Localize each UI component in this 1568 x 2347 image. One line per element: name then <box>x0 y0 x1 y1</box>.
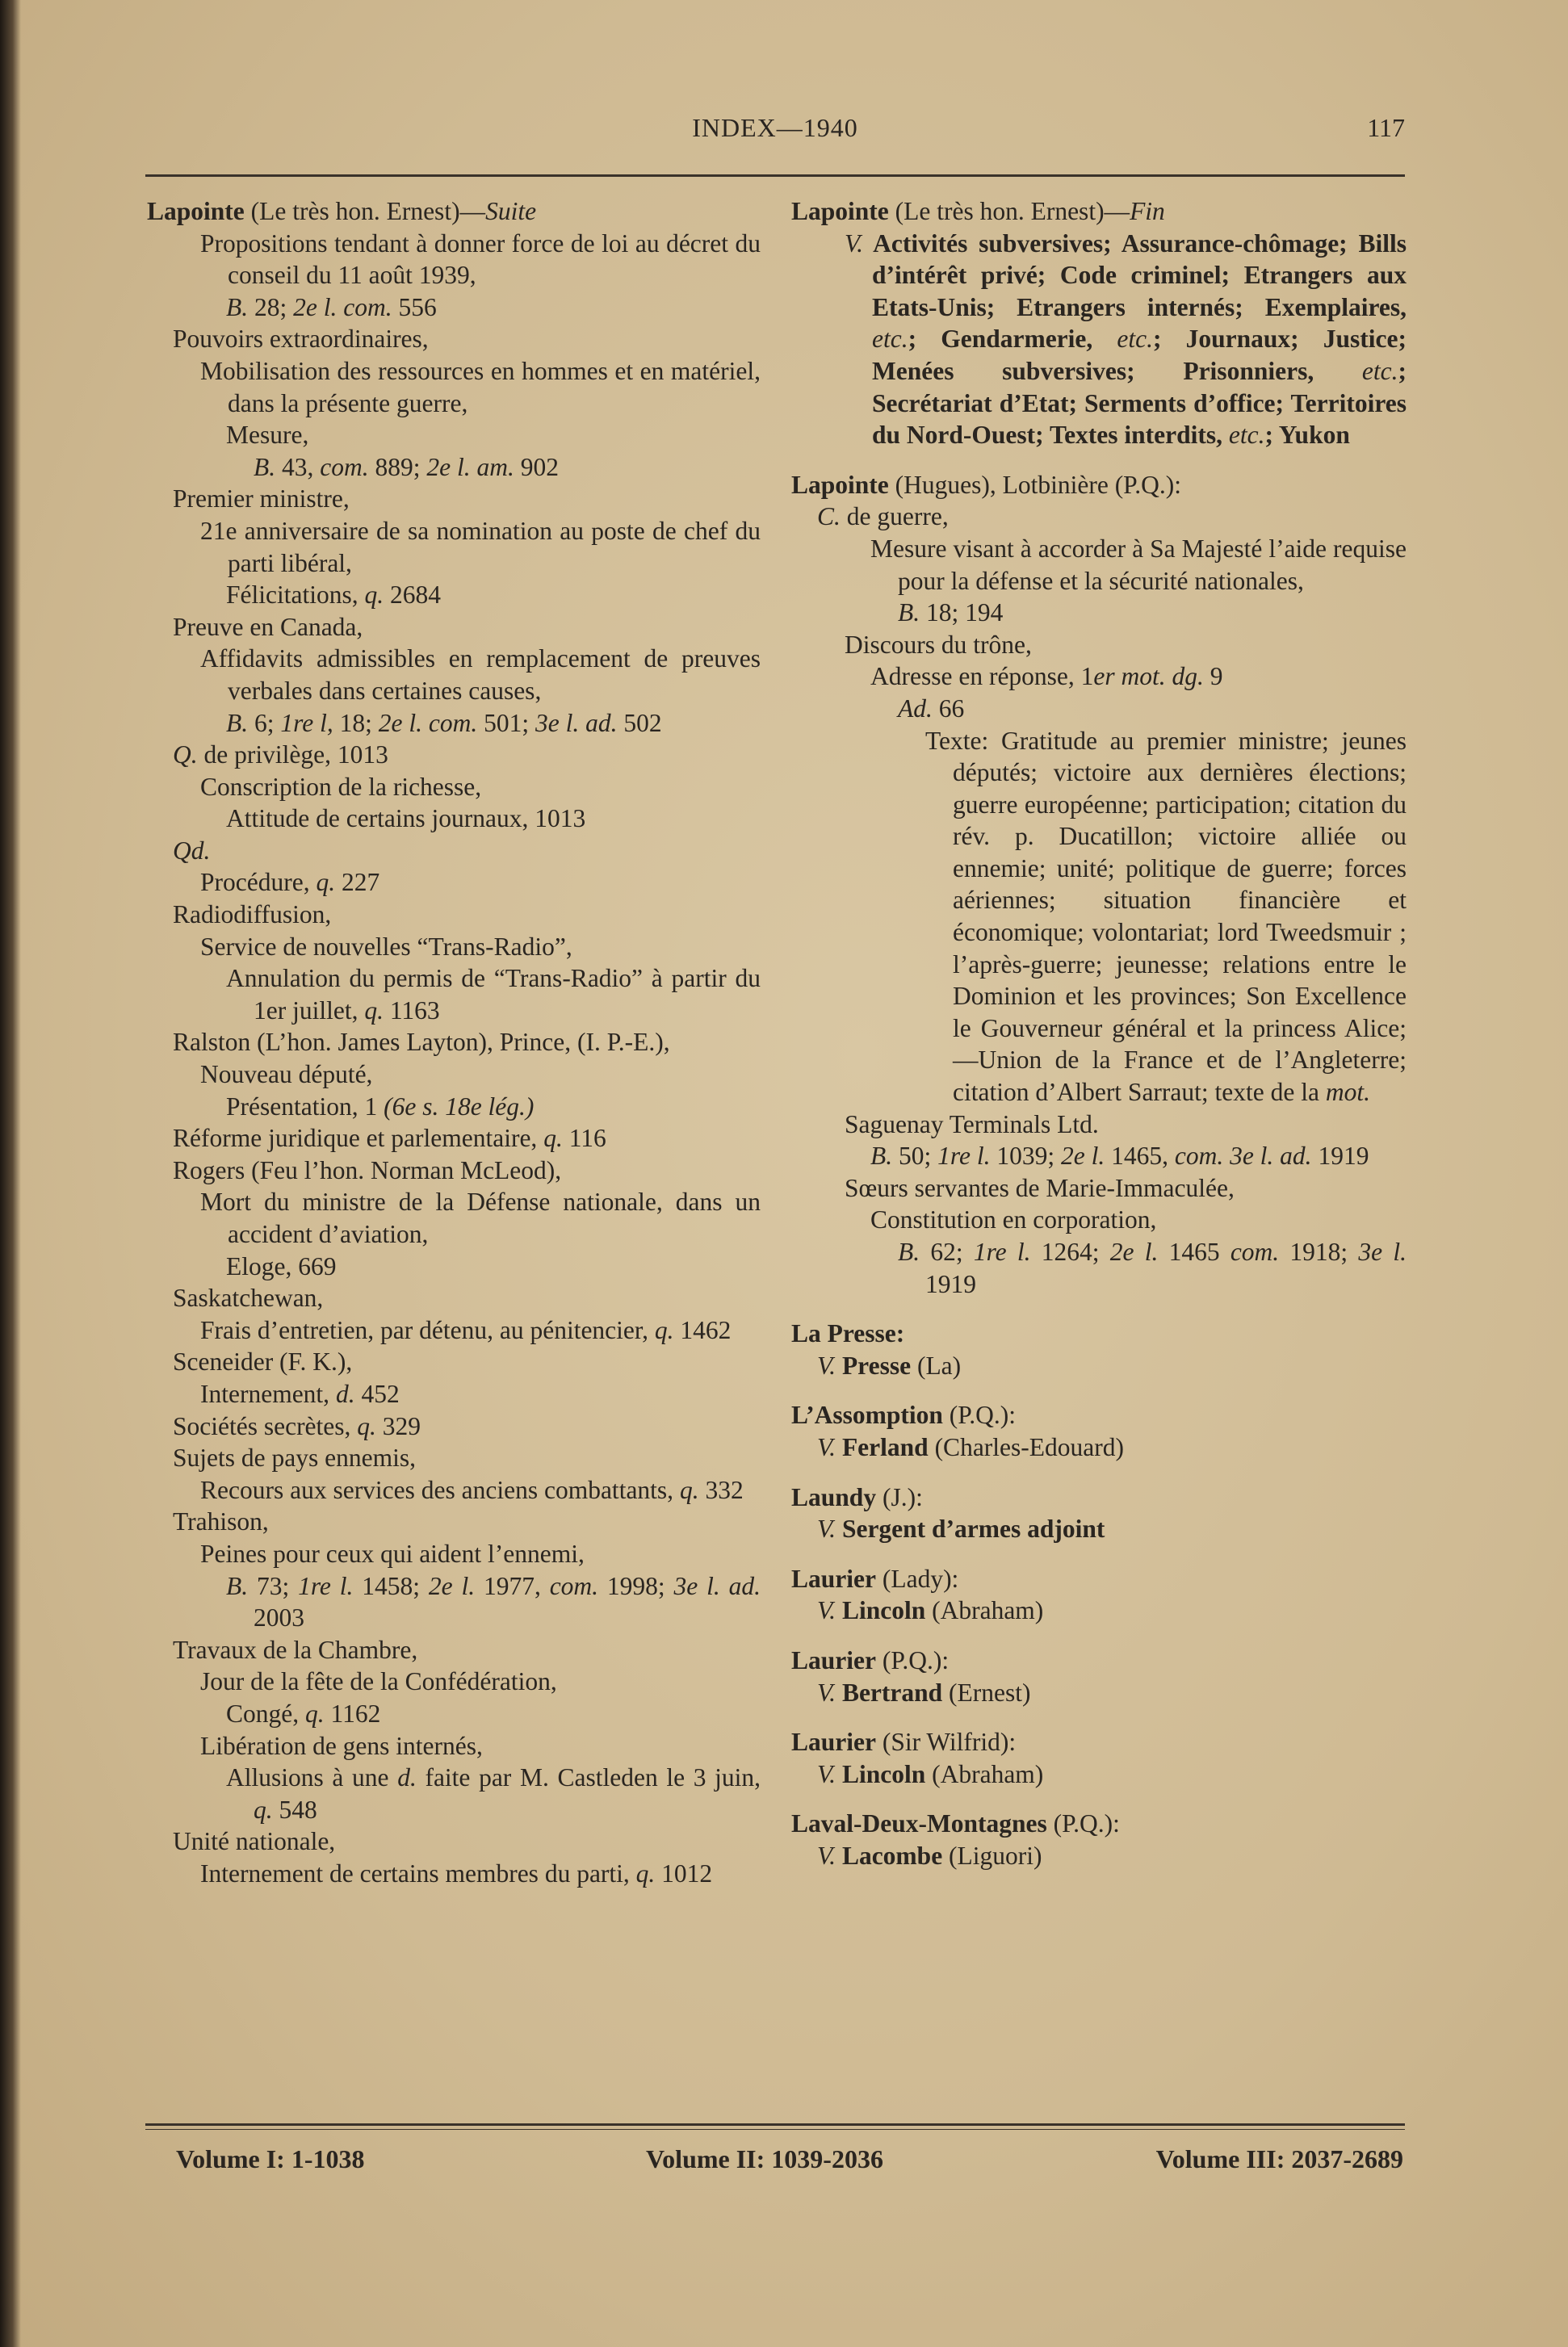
index-entry: Saguenay Terminals Ltd. <box>845 1109 1099 1138</box>
index-entry: 21e anniversaire de sa nomination au poste de chef du parti libéral, <box>200 516 761 577</box>
index-reference: B. 43, com. 889; 2e l. am. 902 <box>254 452 559 481</box>
index-entry: Affidavits admissibles en remplacement de preuves verbales dans certaines causes, <box>200 644 761 705</box>
volume-3-range: Volume III: 2037-2689 <box>1155 2144 1403 2173</box>
header-rule <box>145 174 1405 177</box>
cross-reference: V. Sergent d’armes adjoint <box>817 1515 1105 1544</box>
index-entry: Service de nouvelles “Trans-Radio”, <box>200 932 572 961</box>
index-entry: Q. de privilège, 1013 <box>173 740 388 769</box>
index-entry: Jour de la fête de la Confédération, <box>200 1667 557 1696</box>
index-entry-heading: Laundy (J.): <box>791 1482 923 1511</box>
index-entry: Recours aux services des anciens combattants, q. 332 <box>200 1475 744 1504</box>
index-column-right <box>791 195 1407 1872</box>
index-entry: Conscription de la richesse, <box>200 772 482 801</box>
index-entry: Trahison, <box>173 1507 269 1536</box>
index-entry: C. de guerre, <box>817 502 949 531</box>
index-reference: B. 73; 1re l. 1458; 2e l. 1977, com. 1998; 3e l. ad. 2003 <box>226 1571 761 1632</box>
book-spine-shadow <box>0 0 21 2347</box>
index-entry-heading: L’Assomption (P.Q.): <box>791 1401 1017 1430</box>
index-entry: Mort du ministre de la Défense nationale, dans un accident d’aviation, <box>200 1188 761 1248</box>
index-reference: B. 28; 2e l. com. 556 <box>226 292 437 321</box>
index-entry: Annulation du permis de “Trans-Radio” à partir du 1er juillet, q. 1163 <box>226 964 761 1025</box>
index-entry: Frais d’entretien, par détenu, au pénitencier, q. 1462 <box>200 1315 732 1344</box>
index-entry: Rogers (Feu l’hon. Norman McLeod), <box>173 1155 562 1184</box>
index-entry: Mobilisation des ressources en hommes et en matériel, dans la présente guerre, <box>200 356 761 417</box>
index-entry: Constitution en corporation, <box>870 1205 1157 1234</box>
index-entry: Premier ministre, <box>173 484 350 513</box>
index-entry: Saskatchewan, <box>173 1284 324 1313</box>
index-entry: Unité nationale, <box>173 1827 336 1856</box>
cross-reference: V. Ferland (Charles-Edouard) <box>817 1432 1124 1461</box>
index-entry-heading: Laurier (Sir Wilfrid): <box>791 1728 1017 1757</box>
index-entry-heading: Laurier (P.Q.): <box>791 1645 950 1674</box>
index-entry-heading: Lapointe (Le très hon. Ernest)—Suite <box>147 197 537 225</box>
index-entry: Attitude de certains journaux, 1013 <box>226 804 586 833</box>
page-number: 117 <box>1367 113 1405 142</box>
footer-rule <box>145 2123 1405 2126</box>
index-reference: B. 50; 1re l. 1039; 2e l. 1465, com. 3e l. ad. 1919 <box>870 1142 1369 1171</box>
cross-reference: V. Lacombe (Liguori) <box>817 1841 1042 1870</box>
footer-rule-thin <box>145 2129 1405 2130</box>
index-entry: Réforme juridique et parlementaire, q. 116 <box>173 1124 606 1153</box>
index-entry: Sceneider (F. K.), <box>173 1347 353 1377</box>
index-entry: Procédure, q. 227 <box>200 868 380 897</box>
running-header <box>145 113 1405 158</box>
index-entry: Libération de gens internés, <box>200 1731 483 1760</box>
index-entry: Discours du trône, <box>845 630 1032 659</box>
index-column-left <box>147 195 761 1889</box>
volume-2-range: Volume II: 1039-2036 <box>646 2144 883 2173</box>
index-entry: Eloge, 669 <box>226 1251 337 1280</box>
index-entry: Allusions à une d. faite par M. Castleden le 3 juin, q. 548 <box>226 1763 761 1824</box>
volume-1-range: Volume I: 1-1038 <box>176 2144 365 2173</box>
index-entry: Internement, d. 452 <box>200 1379 400 1408</box>
index-entry: Mesure visant à accorder à Sa Majesté l’aide requise pour la défense et la sécurité nationales, <box>870 534 1407 595</box>
index-entry: Texte: Gratitude au premier ministre; jeunes députés; victoire aux dernières élections; guerre européenne; participation; citation du rév. p. Ducatillon; victoire alliée ou ennemie; unité; politique de guerre; forces aériennes; situation financière et économique; volontariat; lord Tweedsmuir ; l’après-guerre; jeunesse; relations entre le Dominion et les provinces; Son Excellence le Gouverneur général et la princess Alice;—Union de la France et de l’Angleterre; citation d’Albert Sarraut; texte de la mot. <box>925 726 1407 1107</box>
cross-reference: V. Lincoln (Abraham) <box>817 1759 1044 1788</box>
index-entry: Ralston (L’hon. James Layton), Prince, (I. P.-E.), <box>173 1028 670 1057</box>
index-entry: Sociétés secrètes, q. 329 <box>173 1411 421 1440</box>
index-reference: B. 6; 1re l, 18; 2e l. com. 501; 3e l. ad. 502 <box>226 708 662 737</box>
index-entry-heading: Lapointe (Le très hon. Ernest)—Fin <box>791 197 1165 225</box>
index-entry: Peines pour ceux qui aident l’ennemi, <box>200 1539 585 1568</box>
index-entry: Internement de certains membres du parti, q. 1012 <box>200 1859 713 1888</box>
index-entry: Sœurs servantes de Marie-Immaculée, <box>845 1173 1235 1202</box>
index-entry: Qd. <box>173 836 211 865</box>
index-reference: B. 62; 1re l. 1264; 2e l. 1465 com. 1918; 3e l. 1919 <box>898 1238 1407 1298</box>
cross-reference: V. Lincoln (Abraham) <box>817 1596 1044 1625</box>
index-entry: Adresse en réponse, 1er mot. dg. 9 <box>870 662 1223 691</box>
index-entry: Mesure, <box>226 421 309 450</box>
index-reference: Ad. 66 <box>898 694 965 723</box>
volume-footer <box>176 2144 1403 2180</box>
index-reference: B. 18; 194 <box>898 598 1004 627</box>
index-entry: Congé, q. 1162 <box>226 1699 381 1728</box>
cross-reference: V. Bertrand (Ernest) <box>817 1678 1031 1707</box>
index-entry: Propositions tendant à donner force de loi au décret du conseil du 11 août 1939, <box>200 228 761 290</box>
header-title: INDEX—1940 <box>692 113 858 142</box>
index-entry-heading: Laval-Deux-Montagnes (P.Q.): <box>791 1809 1120 1838</box>
index-entry-heading: Laurier (Lady): <box>791 1564 959 1593</box>
index-entry: Travaux de la Chambre, <box>173 1635 418 1664</box>
cross-reference: V. Activités subversives; Assurance-chômage; Bills d’intérêt privé; Code criminel; Etrangers aux Etats-Unis; Etrangers internés; Exemplaires, etc.; Gendarmerie, etc.; Journaux; Justice; Menées subversives; Prisonniers, etc.; Secrétariat d’Etat; Serments d’office; Territoires du Nord-Ouest; Textes interdits, etc.; Yukon <box>845 228 1407 450</box>
index-entry: Sujets de pays ennemis, <box>173 1444 416 1473</box>
index-entry: Présentation, 1 (6e s. 18e lég.) <box>226 1092 535 1121</box>
index-entry: Preuve en Canada, <box>173 612 363 641</box>
index-entry: Nouveau député, <box>200 1060 373 1089</box>
index-entry: Radiodiffusion, <box>173 900 332 929</box>
index-entry: Pouvoirs extraordinaires, <box>173 325 429 354</box>
index-entry: Félicitations, q. 2684 <box>226 580 441 610</box>
index-entry-heading: Lapointe (Hugues), Lotbinière (P.Q.): <box>791 470 1181 499</box>
index-entry-heading: La Presse: <box>791 1319 905 1348</box>
cross-reference: V. Presse (La) <box>817 1351 962 1380</box>
